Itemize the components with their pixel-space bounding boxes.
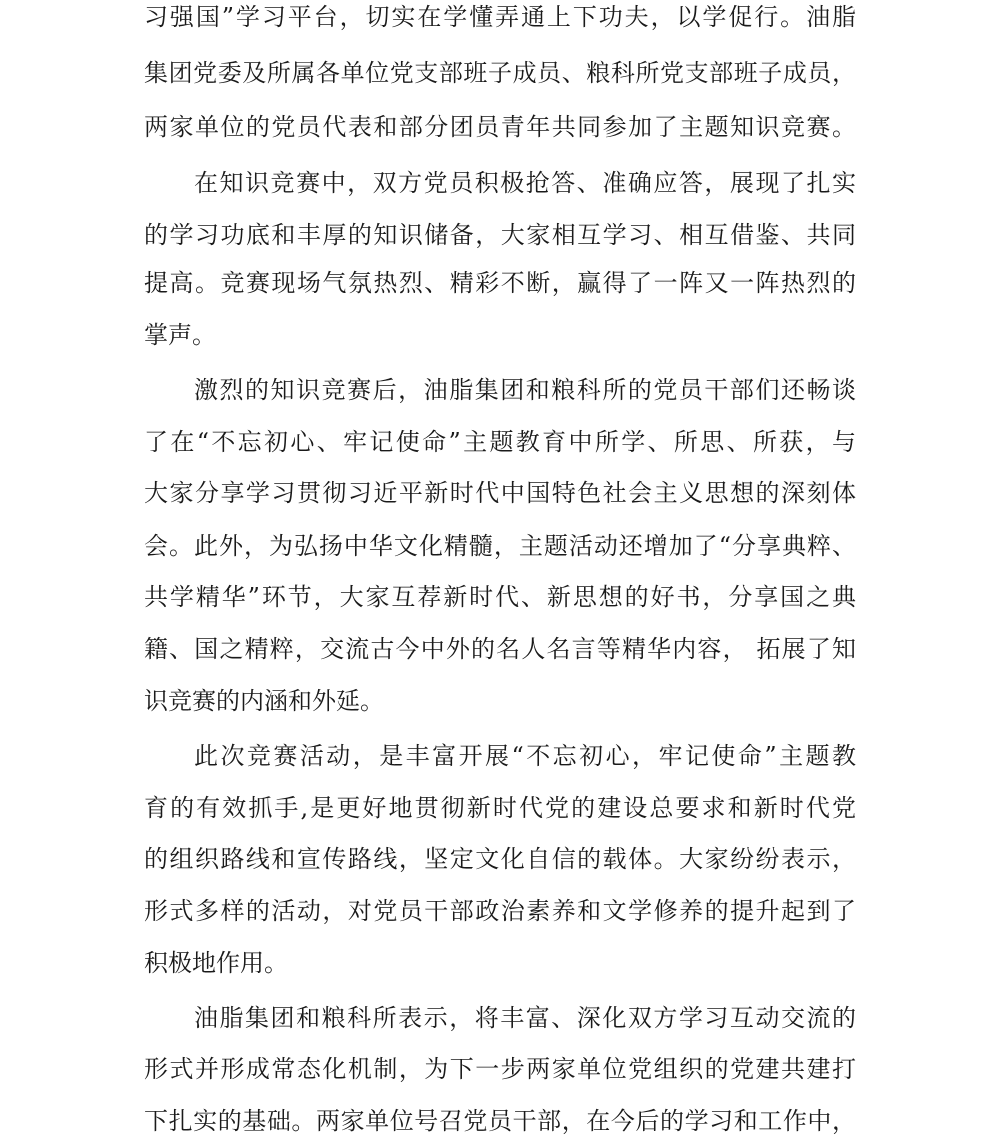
- paragraph-3-line-4: 会。此外，为弘扬中华文化精髓，主题活动还增加了“分享典粹、: [144, 532, 856, 560]
- paragraph-3-line-7: 识竞赛的内涵和外延。: [144, 687, 384, 715]
- paragraph-3-line-6: 籍、国之精粹，交流古今中外的名人名言等精华内容， 拓展了知: [144, 635, 856, 663]
- paragraph-5-line-1: 油脂集团和粮科所表示，将丰富、深化双方学习互动交流的: [194, 1004, 856, 1032]
- paragraph-3-line-5: 共学精华”环节，大家互荐新时代、新思想的好书，分享国之典: [144, 583, 856, 611]
- paragraph-4-line-2: 育的有效抓手,是更好地贯彻新时代党的建设总要求和新时代党: [144, 794, 856, 822]
- paragraph-4-line-1: 此次竞赛活动，是丰富开展“不忘初心，牢记使命”主题教: [194, 742, 856, 770]
- paragraph-5-line-3: 下扎实的基础。两家单位号召党员干部，在今后的学习和工作中，: [144, 1107, 856, 1135]
- paragraph-4-line-3: 的组织路线和宣传路线，坚定文化自信的载体。大家纷纷表示，: [144, 845, 856, 873]
- paragraph-4-line-5: 积极地作用。: [144, 949, 288, 977]
- paragraph-1-line-1: 习强国”学习平台，切实在学懂弄通上下功夫，以学促行。油脂: [144, 3, 856, 31]
- paragraph-1-line-2: 集团党委及所属各单位党支部班子成员、粮科所党支部班子成员，: [144, 59, 856, 87]
- paragraph-3-line-3: 大家分享学习贯彻习近平新时代中国特色社会主义思想的深刻体: [144, 479, 856, 507]
- paragraph-3-line-1: 激烈的知识竞赛后，油脂集团和粮科所的党员干部们还畅谈: [194, 376, 856, 404]
- paragraph-1-line-3: 两家单位的党员代表和部分团员青年共同参加了主题知识竞赛。: [144, 113, 856, 141]
- paragraph-2-line-4: 掌声。: [144, 321, 216, 349]
- paragraph-3-line-2: 了在“不忘初心、牢记使命”主题教育中所学、所思、所获，与: [144, 428, 856, 456]
- paragraph-2-line-1: 在知识竞赛中，双方党员积极抢答、准确应答，展现了扎实: [194, 169, 856, 197]
- paragraph-5-line-2: 形式并形成常态化机制，为下一步两家单位党组织的党建共建打: [144, 1055, 856, 1083]
- paragraph-2-line-2: 的学习功底和丰厚的知识储备，大家相互学习、相互借鉴、共同: [144, 221, 856, 249]
- paragraph-2-line-3: 提高。竞赛现场气氛热烈、精彩不断，赢得了一阵又一阵热烈的: [144, 269, 856, 297]
- paragraph-4-line-4: 形式多样的活动，对党员干部政治素养和文学修养的提升起到了: [144, 897, 856, 925]
